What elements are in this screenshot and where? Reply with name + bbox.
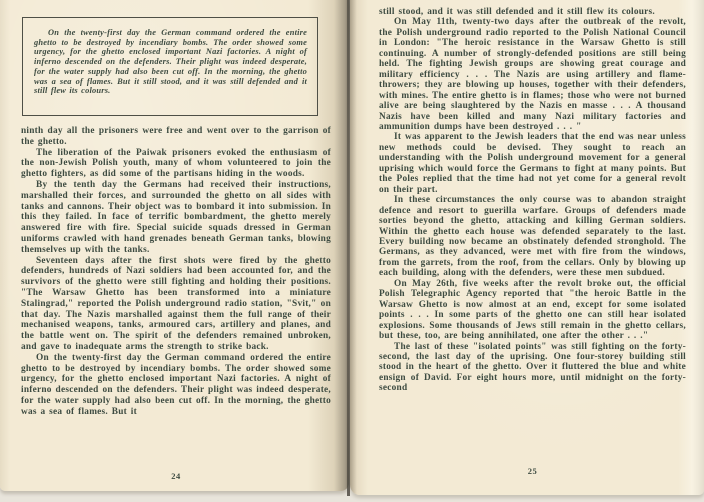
page-number: 24: [171, 471, 181, 481]
paragraph: The last of these "isolated points" was still fighting on the forty-second, the last day of the uprising. One four-storey building still stood in the heart of the ghetto. Over it fluttered the blue and white ensign of David. For eight hours more, until midnight on the forty-second: [379, 341, 686, 394]
right-page: [350, 0, 704, 495]
paragraph: still stood, and it was still defended and it still flew its colours.: [379, 7, 655, 17]
paragraph: By the tenth day the Germans had received their instructions, marshalled their forces, and surrounded the ghetto on all sides with tanks and cannons. Their object was to bombard it into submission. In this they failed. In face of terrific bombardment, the ghetto merely answered fire with fire. Special suicide squads dressed in German uniforms crawled with hand grenades beneath German tanks, blowing themselves up with the tanks.: [21, 179, 331, 255]
paragraph: Seventeen days after the first shots were fired by the ghetto defenders, hundreds of Nazi soldiers had been accounted for, and the survivors of the ghetto were still fighting and holding their positions. "The Warsaw Ghetto has been transformed into a miniature Stalingrad," reported the Polish underground radio station, "Svit," on that day. The Nazis marshalled against them the full range of their mechanised weapons, tanks, armoured cars, artillery and planes, and the battle went on. The spirit of the defenders remained unbroken, and gave to inadequate arms the strength to strike back.: [21, 255, 331, 352]
paragraph: On the twenty-first day the German command ordered the entire ghetto to be destroyed by incendiary bombs. The order showed some urgency, for the ghetto enclosed important Nazi factories. A night of inferno descended on the defenders. Their plight was indeed desperate, for the water supply had also been cut off. In the morning, the ghetto was a sea of flames. But it: [21, 352, 331, 417]
paragraph: It was apparent to the Jewish leaders that the end was near unless new methods could be devised. They sought to reach an understanding with the Polish underground movement for a general uprising which would force the Germans to fight at many points. But the Poles replied that the time had not yet come for a general revolt on their part.: [379, 132, 686, 195]
paragraph: On May 11th, twenty-two days after the outbreak of the revolt, the Polish underground radio reported to the Polish National Council in London: "The heroic resistance in the Warsaw Ghetto is still continuing. A number of strongly-defended positions are still being held. The fighting Jewish groups are showing great courage and military efficiency . . . The Nazis are using artillery and flame-throwers; they are blowing up houses, together with their defenders, with mines. The entire ghetto is in flames; those who were not burned alive are being slaughtered by the Nazis en masse . . . A thousand Nazis have been killed and many Nazi military factories and ammunition dumps have been destroyed . . . ": [379, 17, 686, 132]
left-page: [0, 0, 349, 491]
left-page-text: [21, 126, 331, 418]
paragraph: In these circumstances the only course was to abandon straight defence and resort to guerilla warfare. Groups of defenders made sorties beyond the ghetto, attacking and killing German soldiers. Within the ghetto each house was defended separately to the last. Every building now became an obstinately defended stronghold. The Germans, as they advanced, were met with fire from the windows, from the garrets, from the roof, from the cellars. Only by blowing up each building, along with the defenders, were these men subdued.: [379, 195, 686, 279]
quote-box: [22, 17, 318, 116]
paragraph: On May 26th, five weeks after the revolt broke out, the official Polish Telegraphic Agency reported that "the heroic Battle in the Warsaw Ghetto is now almost at an end, except for some isolated points . . . In some parts of the ghetto one can still hear isolated explosions. Some thousands of Jews still remain in the ghetto cellars, but these, too, are being annihilated, one after the other . . .": [379, 278, 686, 342]
quote-text: On the twenty-first day the German command ordered the entire ghetto to be destroyed by incendiary bombs. The order showed some urgency, for the ghetto enclosed important Nazi factories. A night of inferno descended on the defenders. Their plight was indeed desperate, for the water supply had also been cut off. In the morning, the ghetto was a sea of flames. But it still stood, and it was still defended and it still flew its colours.: [34, 28, 307, 96]
page-number: 25: [527, 466, 538, 476]
right-page-text: [379, 7, 686, 394]
paragraph: ninth day all the prisoners were free and went over to the garrison of the ghetto.: [21, 126, 331, 147]
paragraph: The liberation of the Paiwak prisoners evoked the enthusiasm of the non-Jewish Polish youth, many of whom volunteered to join the ghetto fighters, as did some of the partisans hiding in the woods.: [21, 147, 331, 180]
